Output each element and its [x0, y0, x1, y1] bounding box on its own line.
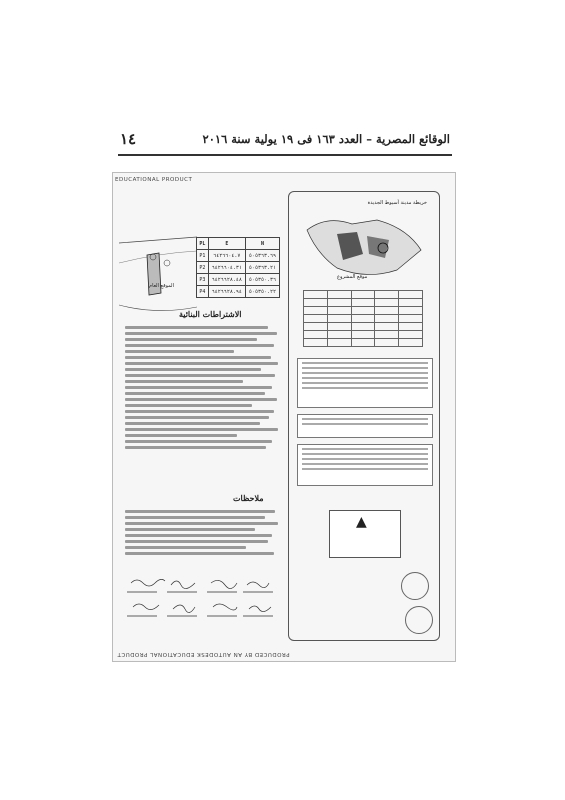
official-seal — [405, 606, 433, 634]
coord-cell: ٦٤٢٦٦٠٤.٣١ — [208, 262, 245, 274]
signatures-area — [123, 573, 278, 633]
coord-cell: ٥٠٥٣٦٣.٦٩ — [245, 250, 279, 262]
coordinates-table — [196, 237, 280, 298]
coord-cell: P3 — [197, 274, 209, 286]
coord-cell: ٥٠٥٣٥٠.٢٢ — [245, 286, 279, 298]
conditions-text-block — [125, 323, 280, 452]
coord-cell: ٦٤٢٦٦٠٤.٧ — [208, 250, 245, 262]
authority-stamp — [329, 510, 401, 558]
header-rule — [118, 154, 452, 156]
table-row — [197, 286, 280, 298]
authority-logo: ▲ — [356, 514, 367, 530]
ratios-block — [297, 444, 433, 486]
right-panel — [288, 191, 440, 641]
city-map — [297, 210, 431, 282]
coord-cell: P2 — [197, 262, 209, 274]
coord-header: E — [208, 238, 245, 250]
table-row — [197, 262, 280, 274]
coord-cell: ٥٠٥٣٥٠.٣٦ — [245, 274, 279, 286]
table-row — [197, 250, 280, 262]
coord-header: PL — [197, 238, 209, 250]
gazette-title: الوقائع المصرية – العدد ١٦٣ فى ١٩ يولية سنة ٢٠١٦ — [202, 132, 450, 146]
map-label: موقع المشروع — [337, 274, 368, 280]
coord-cell: P1 — [197, 250, 209, 262]
totals-block — [297, 414, 433, 438]
official-seal — [401, 572, 429, 600]
table-row — [197, 274, 280, 286]
coord-cell: ٦٤٢٦٦٢٨.٩٤ — [208, 286, 245, 298]
plot-label: الموقع العام — [149, 283, 174, 289]
site-plot-drawing — [119, 233, 197, 321]
notes-text-block — [125, 507, 280, 558]
page-header — [120, 128, 450, 150]
project-info-block — [297, 358, 433, 408]
left-panel — [113, 191, 283, 631]
scanned-plan-sheet — [112, 172, 456, 662]
coord-cell: P4 — [197, 286, 209, 298]
coord-cell: ٥٠٥٣٦٣.٢١ — [245, 262, 279, 274]
top-caption: EDUCATIONAL PRODUCT — [115, 177, 193, 183]
map-title: خريطة مدينة أسيوط الجديدة — [367, 200, 427, 206]
bottom-caption: PRODUCED BY AN AUTODESK EDUCATIONAL PRODUCT — [117, 651, 290, 657]
coord-cell: ٦٤٢٦٦٢٨.٤٨ — [208, 274, 245, 286]
page-number: ١٤ — [120, 130, 137, 148]
notes-title: ملاحظات — [233, 493, 264, 503]
areas-table — [303, 290, 423, 347]
conditions-title: الاشتراطات البنائية — [179, 309, 242, 319]
coord-header: N — [245, 238, 279, 250]
